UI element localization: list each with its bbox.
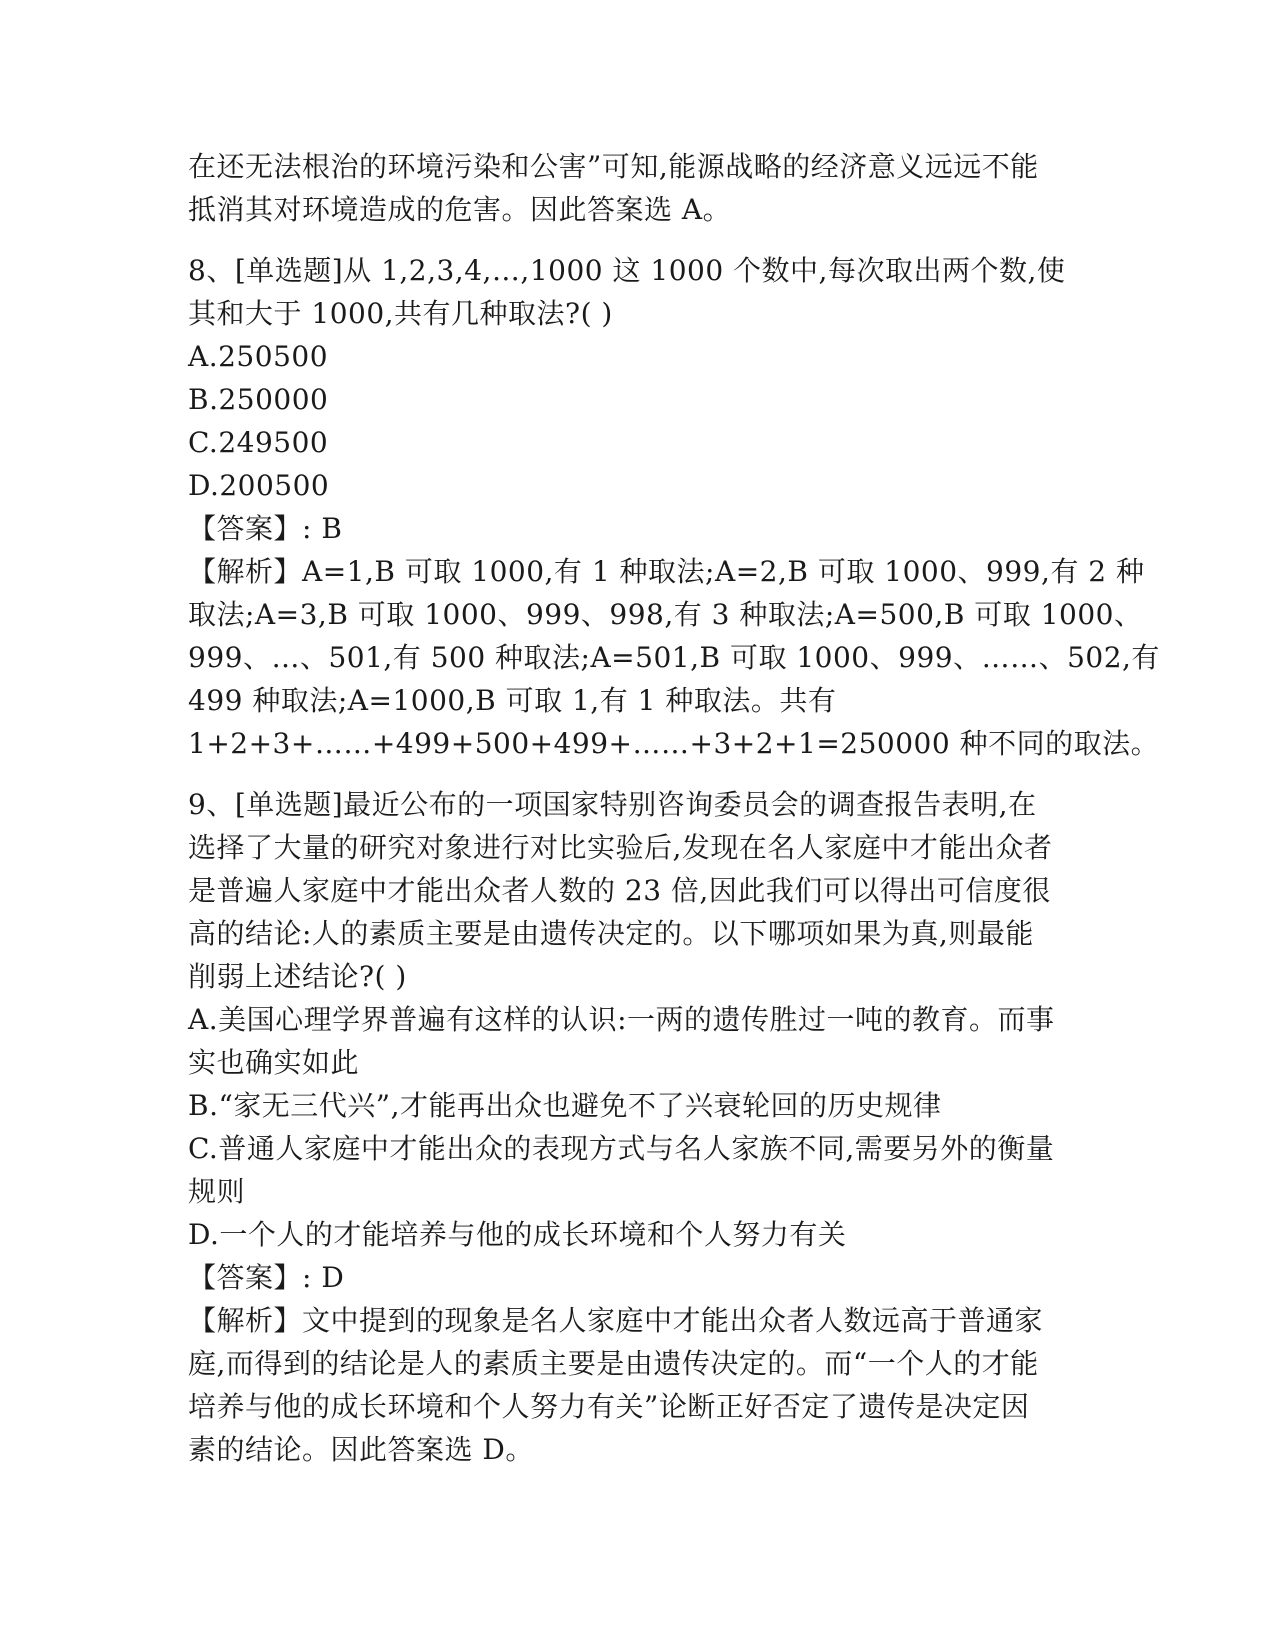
question-text: 其和大于 1000,共有几种取法?( ) [188,297,613,330]
option-b: B.“家无三代兴”,才能再出众也避免不了兴衰轮回的历史规律 [188,1089,942,1122]
option-a: A.250500 [188,340,329,373]
analysis-text: 素的结论。因此答案选 D。 [188,1433,534,1466]
analysis-text: 【解析】A=1,B 可取 1000,有 1 种取法;A=2,B 可取 1000、999,有 2 种 [188,555,1145,588]
analysis-text: 499 种取法;A=1000,B 可取 1,有 1 种取法。共有 [188,684,837,717]
option-c: C.普通人家庭中才能出众的表现方式与名人家族不同,需要另外的衡量 [188,1132,1055,1165]
question-text: 高的结论:人的素质主要是由遗传决定的。以下哪项如果为真,则最能 [188,917,1034,950]
analysis-text: 庭,而得到的结论是人的素质主要是由遗传决定的。而“一个人的才能 [188,1347,1039,1380]
text-line: 在还无法根治的环境污染和公害”可知,能源战略的经济意义远远不能 [188,150,1039,183]
question-text: 削弱上述结论?( ) [188,960,407,993]
question-text: 是普遍人家庭中才能出众者人数的 23 倍,因此我们可以得出可信度很 [188,874,1051,907]
option-a: A.美国心理学界普遍有这样的认识:一两的遗传胜过一吨的教育。而事 [188,1003,1055,1036]
analysis-text: 【解析】文中提到的现象是名人家庭中才能出众者人数远高于普通家 [188,1304,1044,1337]
question-9 [188,783,1088,1471]
answer-line: 【答案】: D [188,1261,345,1294]
answer-line: 【答案】: B [188,512,343,545]
option-d: D.200500 [188,469,330,502]
analysis-text: 培养与他的成长环境和个人努力有关”论断正好否定了遗传是决定因 [188,1390,1030,1423]
analysis-text: 取法;A=3,B 可取 1000、999、998,有 3 种取法;A=500,B 可取 1000、 [188,598,1143,631]
option-c: C.249500 [188,426,329,459]
option-a-continued: 实也确实如此 [188,1046,360,1079]
option-b: B.250000 [188,383,329,416]
intro-paragraph [188,145,1088,231]
analysis-text: 999、…、501,有 500 种取法;A=501,B 可取 1000、999、……、502,有 [188,641,1160,674]
question-text: 选择了大量的研究对象进行对比实验后,发现在名人家庭中才能出众者 [188,831,1053,864]
analysis-text: 1+2+3+……+499+500+499+……+3+2+1=250000 种不同的取法。 [188,727,1160,760]
text-line: 抵消其对环境造成的危害。因此答案选 A。 [188,193,732,226]
question-text: 9、[单选题]最近公布的一项国家特别咨询委员会的调查报告表明,在 [188,788,1037,821]
question-text: 8、[单选题]从 1,2,3,4,…,1000 这 1000 个数中,每次取出两个数,使 [188,254,1066,287]
document-page [188,145,1160,1471]
option-c-continued: 规则 [188,1175,246,1208]
option-d: D.一个人的才能培养与他的成长环境和个人努力有关 [188,1218,847,1251]
question-8 [188,249,1160,765]
